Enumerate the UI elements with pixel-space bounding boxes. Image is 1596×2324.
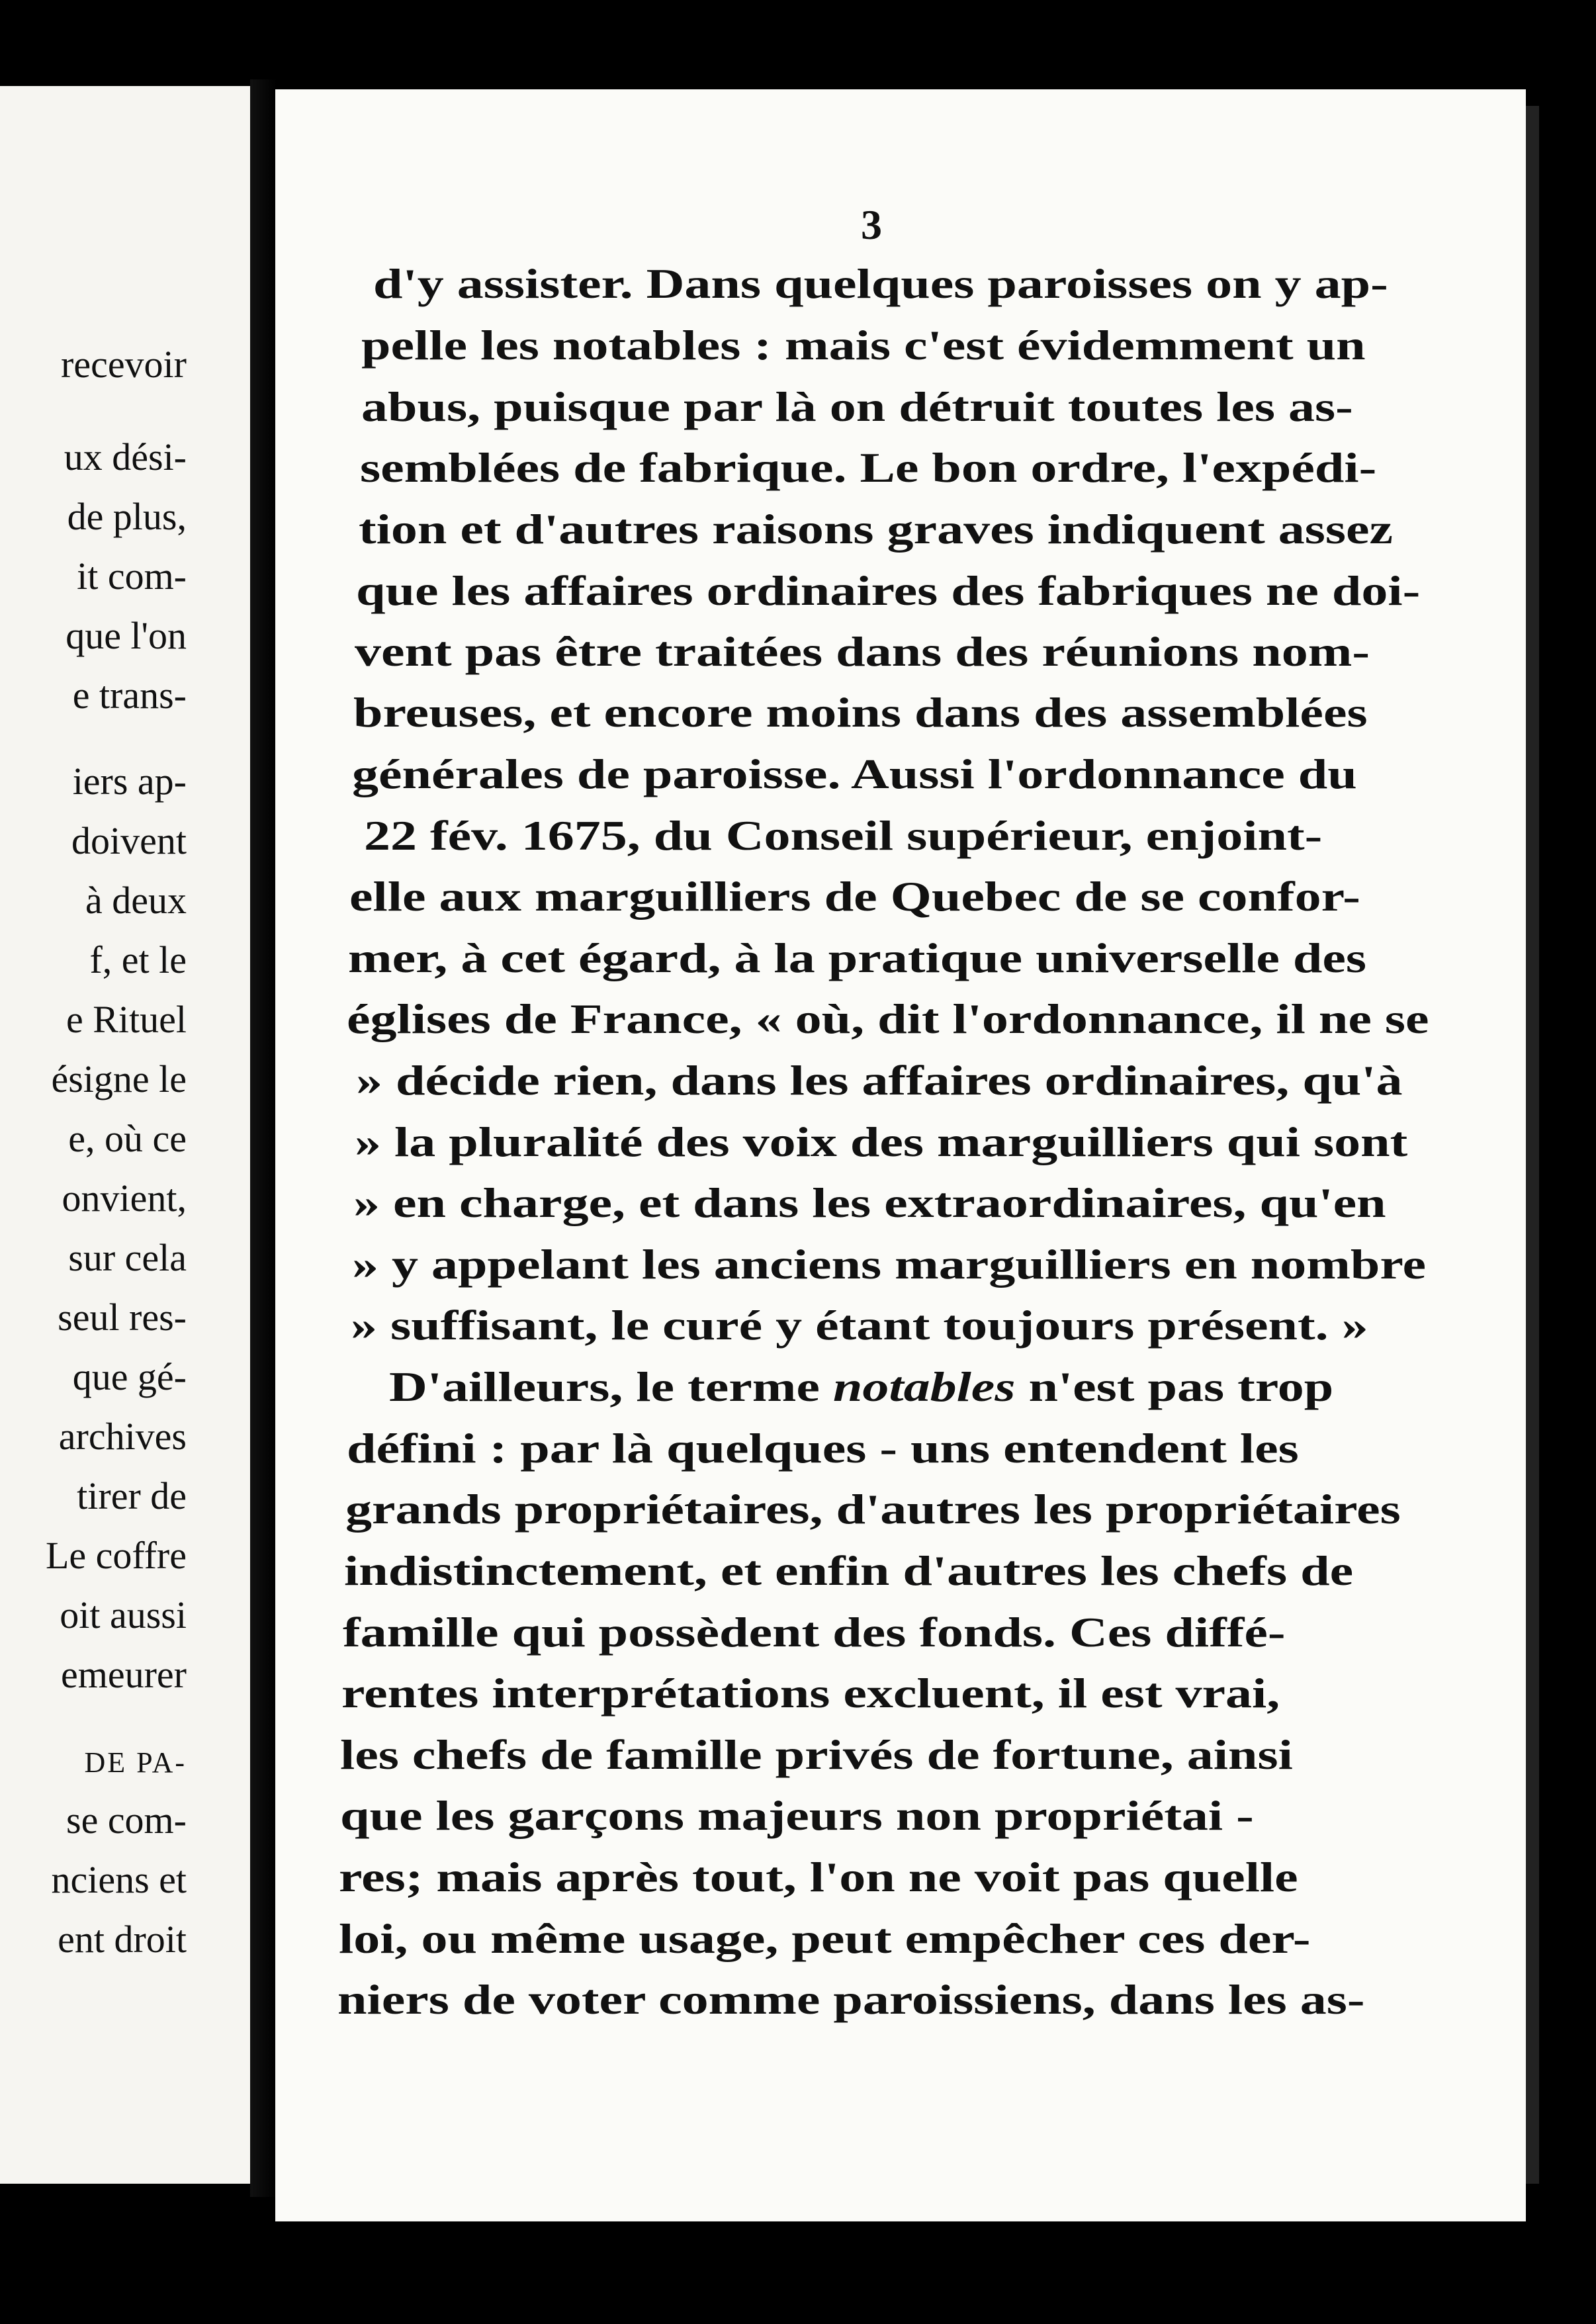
quote-line: » la pluralité des voix des marguilliers qui sont <box>355 1118 1408 1165</box>
body-line: que les garçons majeurs non propriétai - <box>340 1792 1254 1839</box>
current-page <box>275 89 1526 2221</box>
left-line: ent droit <box>58 1918 187 1961</box>
body-line: semblées de fabrique. Le bon ordre, l'expédi- <box>360 444 1377 491</box>
body-line: grands propriétaires, d'autres les propriétaires <box>345 1486 1401 1533</box>
left-line: que gé- <box>72 1355 187 1398</box>
left-line: it com- <box>77 555 187 598</box>
body-line: pelle les notables : mais c'est évidemment un <box>361 322 1366 369</box>
left-line: Le coffre <box>45 1534 187 1577</box>
left-line: sur cela <box>68 1236 187 1279</box>
body-line: 22 fév. 1675, du Conseil supérieur, enjoint- <box>364 812 1323 859</box>
body-line: les chefs de famille privés de fortune, ainsi <box>340 1731 1293 1778</box>
left-line: de plus, <box>67 495 187 538</box>
left-line: oit aussi <box>60 1593 187 1636</box>
body-line: loi, ou même usage, peut empêcher ces der- <box>339 1915 1311 1962</box>
left-line: recevoir <box>61 343 187 386</box>
body-line: niers de voter comme paroissiens, dans les as- <box>337 1976 1365 2023</box>
left-line-heading: DE PA- <box>84 1746 187 1779</box>
body-line: mer, à cet égard, à la pratique universelle des <box>348 934 1367 981</box>
page-edge-shadow <box>1526 106 1539 2184</box>
left-line: archives <box>58 1415 187 1458</box>
body-line: générales de paroisse. Aussi l'ordonnance du <box>352 750 1357 797</box>
quote-line: » en charge, et dans les extraordinaires, qu'en <box>353 1179 1386 1226</box>
body-line: indistinctement, et enfin d'autres les chefs de <box>344 1547 1354 1594</box>
left-line: nciens et <box>51 1858 187 1901</box>
paragraph-opening-rest: n'est pas trop <box>1015 1363 1334 1410</box>
body-line: abus, puisque par là on détruit toutes les as- <box>361 383 1353 430</box>
body-line: breuses, et encore moins dans des assemblées <box>353 689 1368 736</box>
paragraph-opening-line <box>389 1363 1334 1410</box>
left-line: onvient, <box>62 1177 187 1220</box>
left-line: seul res- <box>58 1296 187 1339</box>
body-line: res; mais après tout, l'on ne voit pas quelle <box>339 1854 1298 1900</box>
left-line: f, et le <box>89 938 187 981</box>
page-number: 3 <box>861 201 882 248</box>
body-line: églises de France, « où, dit l'ordonnance, il ne se <box>347 995 1429 1042</box>
quote-line: » suffisant, le curé y étant toujours présent. » <box>351 1302 1368 1349</box>
left-line: à deux <box>85 879 187 922</box>
left-line: ux dési- <box>64 435 187 478</box>
left-line: e trans- <box>72 674 187 717</box>
body-line: tion et d'autres raisons graves indiquent assez <box>359 506 1394 553</box>
body-line: rentes interprétations excluent, il est vrai, <box>341 1670 1280 1717</box>
previous-page-fragment <box>0 86 253 2184</box>
left-line: que l'on <box>66 614 187 657</box>
book-gutter <box>250 79 277 2197</box>
quote-line: » décide rien, dans les affaires ordinaires, qu'à <box>356 1057 1403 1104</box>
left-line: e Rituel <box>66 998 187 1041</box>
left-line: se com- <box>66 1799 187 1842</box>
left-line: ésigne le <box>51 1057 187 1100</box>
body-line: elle aux marguilliers de Quebec de se confor- <box>349 873 1360 920</box>
left-line: e, où ce <box>68 1117 187 1160</box>
left-line: tirer de <box>77 1474 187 1517</box>
quote-line: » y appelant les anciens marguilliers en nombre <box>352 1241 1426 1288</box>
left-line: iers ap- <box>72 760 187 803</box>
body-line: défini : par là quelques - uns entendent les <box>347 1425 1299 1472</box>
paragraph-opening-text: D'ailleurs, le terme <box>389 1363 833 1410</box>
italic-term: notables <box>832 1363 1016 1410</box>
body-line: famille qui possèdent des fonds. Ces diffé- <box>343 1609 1286 1656</box>
body-line: d'y assister. Dans quelques paroisses on y ap- <box>373 260 1388 307</box>
left-line: doivent <box>71 819 187 862</box>
body-line: que les affaires ordinaires des fabriques ne doi- <box>356 567 1421 614</box>
left-line: emeurer <box>61 1653 187 1696</box>
body-line: vent pas être traitées dans des réunions nom- <box>355 628 1370 675</box>
